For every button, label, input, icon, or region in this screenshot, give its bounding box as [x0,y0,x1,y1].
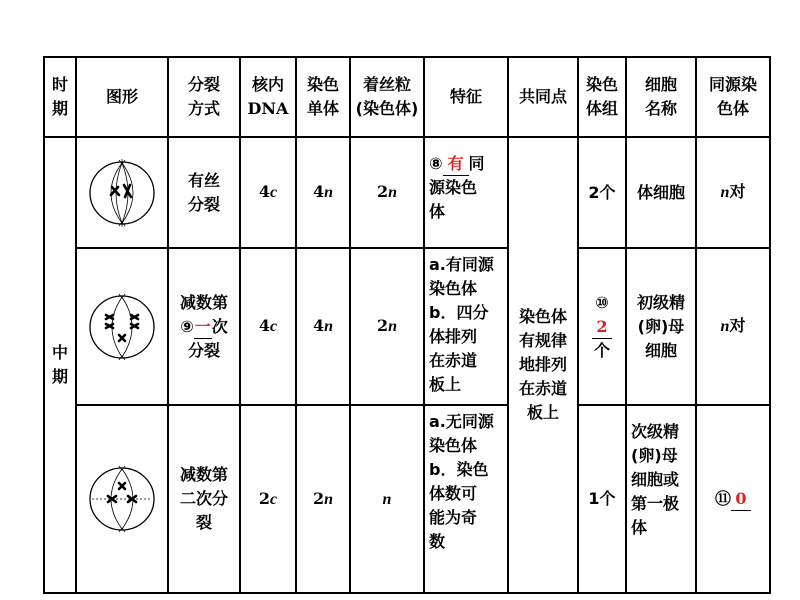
figure-mitosis [76,137,168,248]
header-feature: 特征 [424,57,508,137]
chromatid-mitosis: 4n [296,137,350,248]
row-mitosis [44,137,770,248]
answer-blank-11[interactable]: 0 [731,488,751,511]
dna-meiosis-1: 4c [240,248,296,405]
header-chromatid: 染色 单体 [296,57,350,137]
meiosis-2-cell-figure [86,463,158,535]
division-meiosis-2: 减数第 二次分 裂 [168,405,240,593]
answer-blank-9[interactable]: 一 [194,316,212,339]
homolog-mitosis: n对 [696,137,770,248]
meiosis-1-cell-figure [86,291,158,363]
header-figure: 图形 [76,57,168,137]
cellname-meiosis-1: 初级精 (卵)母 细胞 [626,248,696,405]
division-mitosis: 有丝 分裂 [168,137,240,248]
chromatid-meiosis-2: 2n [296,405,350,593]
feature-meiosis-1: a.有同源 染色体 b．四分 体排列 在赤道 板上 [424,248,508,405]
header-sets: 染色 体组 [578,57,626,137]
mitosis-cell-figure [86,157,158,229]
figure-meiosis-2 [76,405,168,593]
feature-meiosis-2: a.无同源 染色体 b．染色 体数可 能为奇 数 [424,405,508,593]
header-row [44,57,770,137]
figure-meiosis-1 [76,248,168,405]
sets-mitosis: 2个 [578,137,626,248]
division-meiosis-1: 减数第 ⑨一次 分裂 [168,248,240,405]
period-cell: 中 期 [44,137,76,593]
dna-meiosis-2: 2c [240,405,296,593]
row-meiosis-1 [44,248,770,405]
meiosis-comparison-table [43,56,771,594]
header-period: 时 期 [44,57,76,137]
row-meiosis-2 [44,405,770,593]
header-cellname: 细胞 名称 [626,57,696,137]
centromere-meiosis-2: n [350,405,424,593]
header-dna: 核内 DNA [240,57,296,137]
common-cell: 染色体 有规律 地排列 在赤道 板上 [508,137,578,593]
header-centromere: 着丝粒 (染色体) [350,57,424,137]
dna-mitosis: 4c [240,137,296,248]
answer-blank-8[interactable]: 有 [443,153,469,176]
feature-mitosis: ⑧ 有 同 源染色 体 [424,137,508,248]
homolog-meiosis-2: ⑪ 0 [696,405,770,593]
header-common: 共同点 [508,57,578,137]
answer-blank-10[interactable]: 2 [592,316,612,339]
sets-meiosis-2: 1个 [578,405,626,593]
centromere-mitosis: 2n [350,137,424,248]
cellname-meiosis-2: 次级精 (卵)母 细胞或 第一极 体 [626,405,696,593]
chromatid-meiosis-1: 4n [296,248,350,405]
header-division: 分裂 方式 [168,57,240,137]
centromere-meiosis-1: 2n [350,248,424,405]
header-homolog: 同源染 色体 [696,57,770,137]
homolog-meiosis-1: n对 [696,248,770,405]
cellname-mitosis: 体细胞 [626,137,696,248]
sets-meiosis-1: ⑩ 2 个 [578,248,626,405]
